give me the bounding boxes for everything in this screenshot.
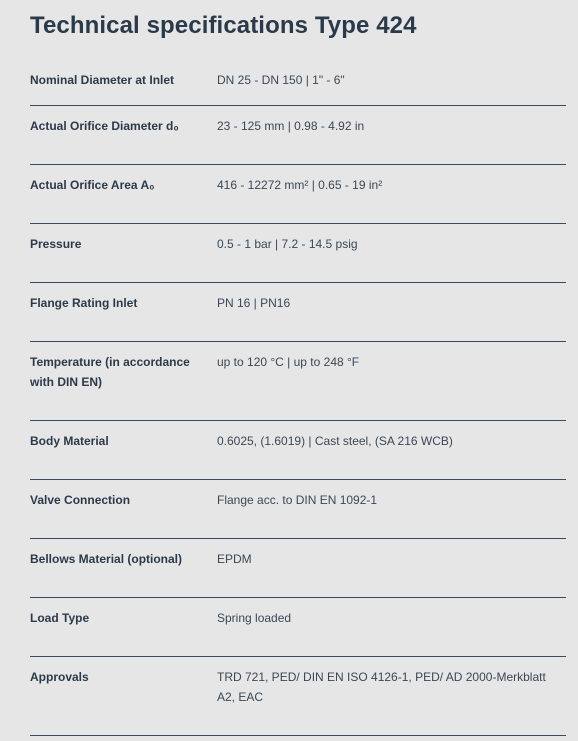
- spec-label: Flange Rating Inlet: [30, 296, 138, 310]
- spec-row-orifice-diameter: [30, 106, 566, 165]
- spec-value: Flange acc. to DIN EN 1092-1: [217, 493, 378, 507]
- spec-value: up to 120 °C | up to 248 °F: [217, 355, 360, 369]
- spec-value: TRD 721, PED/ DIN EN ISO 4126-1, PED/ AD 2000-Merkblatt A2, EAC: [217, 670, 546, 704]
- spec-label: Body Material: [30, 434, 109, 448]
- spec-label: Valve Connection: [30, 493, 131, 507]
- spec-row-orifice-area: [30, 165, 566, 224]
- spec-row-load-type: [30, 598, 566, 657]
- spec-row-bellows-material: [30, 539, 566, 598]
- spec-row-approvals: [30, 657, 566, 736]
- spec-label: Actual Orifice Diameter d₀: [30, 119, 179, 133]
- spec-row-flange-rating: [30, 283, 566, 342]
- spec-label: Pressure: [30, 237, 82, 251]
- spec-label: Load Type: [30, 611, 90, 625]
- spec-row-valve-connection: [30, 480, 566, 539]
- spec-value: PN 16 | PN16: [217, 296, 291, 310]
- spec-row-nominal-diameter: [30, 60, 566, 106]
- spec-value: EPDM: [217, 552, 252, 566]
- spec-label: Temperature (in accordance with DIN EN): [30, 355, 190, 389]
- page-title: Technical specifications Type 424: [30, 12, 417, 39]
- spec-label: Actual Orifice Area A₀: [30, 178, 155, 192]
- spec-value: 0.5 - 1 bar | 7.2 - 14.5 psig: [217, 237, 358, 251]
- spec-row-pressure: [30, 224, 566, 283]
- spec-value: 23 - 125 mm | 0.98 - 4.92 in: [217, 119, 365, 133]
- spec-row-temperature: [30, 342, 566, 421]
- spec-row-body-material: [30, 421, 566, 480]
- spec-value: 416 - 12272 mm² | 0.65 - 19 in²: [217, 178, 383, 192]
- spec-label: Nominal Diameter at Inlet: [30, 73, 175, 87]
- spec-value: DN 25 - DN 150 | 1" - 6": [217, 73, 345, 87]
- spec-value: 0.6025, (1.6019) | Cast steel, (SA 216 WCB): [217, 434, 453, 448]
- spec-table: [30, 60, 566, 736]
- spec-value: Spring loaded: [217, 611, 292, 625]
- spec-label: Bellows Material (optional): [30, 552, 183, 566]
- spec-label: Approvals: [30, 670, 89, 684]
